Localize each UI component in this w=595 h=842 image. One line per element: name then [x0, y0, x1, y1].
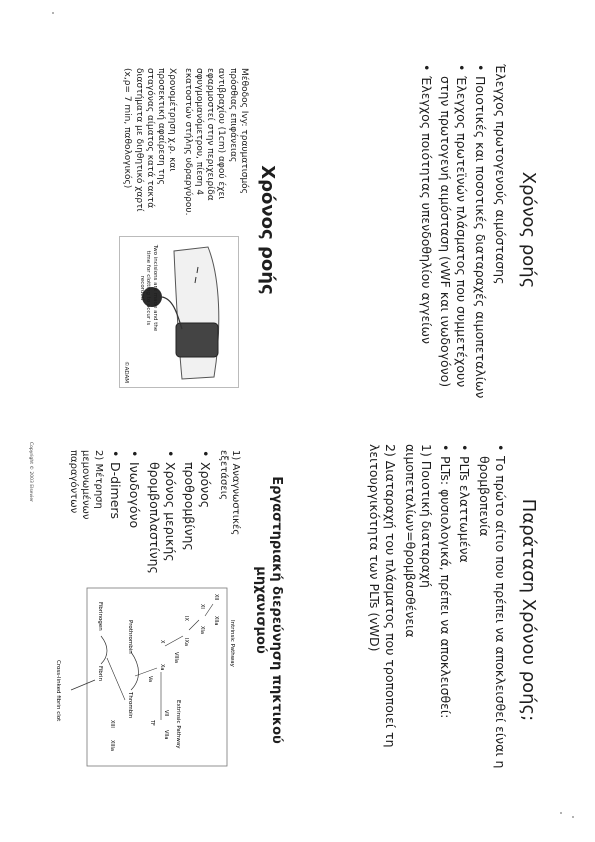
bullet-list — [437, 440, 508, 780]
bullet-item: • Ποιοτικές και ποσοτικές διαταραχές αιμοπεταλίων — [472, 76, 488, 400]
slide-title: Εργαστηριακή διερεύνηση πηκτικού μηχανισμού — [252, 476, 284, 744]
intrinsic-pathway-label: Intrinsic Pathway — [229, 620, 236, 667]
factor-label: TF — [149, 720, 156, 726]
bullet-item: • PLTs ελαττωμένα — [456, 456, 472, 780]
diagram-credit: Copyright © 2003 Elsevier — [28, 442, 34, 502]
bullet-item: • Χρόνος προθρομβίνης — [181, 462, 214, 576]
bullet-list — [417, 60, 488, 400]
bullet-item: • Το πρώτο αίτιο που πρέπει να αποκλεισθεί είναι η θρομβοπενία — [476, 456, 509, 780]
slide-bleeding-time-intro — [283, 60, 545, 400]
factor-label: XII — [213, 594, 220, 601]
thrombin-label: Thrombin — [127, 692, 134, 719]
numbered-item: 1) Αναγνωστικές εξετάσεις — [218, 450, 242, 536]
factor-label: VIIIa — [173, 652, 180, 663]
prothrombin-label: Prothrombin — [127, 620, 134, 654]
method-text — [117, 68, 249, 218]
factor-label: Va — [147, 676, 154, 683]
numbered-item: 2) Μέτρηση μεμονωμένων παραγόντων — [68, 450, 104, 520]
factor-label: VII — [163, 710, 170, 717]
factor-label: IX — [183, 616, 190, 621]
factor-label: Xa — [159, 664, 166, 671]
bullet-item: • Χρόνος μερικής θρομβοπλαστίνης — [146, 462, 179, 576]
factor-label: X — [159, 640, 166, 644]
numbered-item: 2) Διαταραχή του πλάσματος που τροποποιεί τη λειτουργικότητα των PLTs (vWD) — [367, 444, 399, 748]
factor-label: XIa — [199, 626, 206, 634]
factor-label: XIIa — [213, 616, 220, 626]
bullet-list — [107, 446, 214, 576]
fibrin-clot-label: Cross-linked fibrin clot — [55, 660, 62, 722]
slide-title: Χρόνος ροής — [257, 165, 278, 295]
fibrin-label: Fibrin — [97, 666, 104, 682]
factor-label: XI — [199, 604, 206, 609]
timing-paragraph: Χρονομέτρηση χ.ρ. και προσεκτική αφαίρεση της σταγόνας αίματος κατά τακτά διαστήματα με διηθητικό χαρτί (x,ρ= 7 min, παθολογικός) — [122, 68, 178, 212]
bullet-item: • D-dimers — [107, 462, 123, 576]
bullet-item: • Έλεγχος πρωτεϊνών πλάσματος που συμμετέχουν στην πρωτογενή αιμόσταση (vWF και ινωδογόνο) — [437, 76, 470, 400]
coagulation-cascade-diagram — [42, 580, 242, 775]
slide-prolonged-bleeding-time — [283, 440, 545, 780]
factor-label: IXa — [183, 638, 190, 646]
numbered-item: 1) Ποιοτική διαταραχή αιμοπεταλίων=θρομβασθένεια — [402, 444, 434, 638]
extrinsic-pathway-label: Extrinsic Pathway — [175, 700, 182, 749]
test-list — [64, 446, 242, 576]
fibrinogen-label: Fibrinogen — [97, 602, 104, 631]
factor-label: XIIIa — [109, 740, 116, 751]
bullet-item: • PLTs: φυσιολογικά, πρέπει να αποκλεισθεί: — [437, 456, 453, 780]
bullet-item: • Ινωδογόνο — [126, 462, 142, 576]
scan-speck — [52, 12, 54, 14]
method-paragraph: Μέθοδος Ivy: τραυματισμός πρόσθιας επιφάνειας αντιβραχίου (1cm) αφού έχει εφαρμοστεί στην περιχειρίδα σφυγμομανόμετρου, πίεση 4 εκατοστών στήλης υδραργύρου. — [182, 68, 249, 216]
factor-label: VIIa — [163, 730, 170, 740]
figure-credit: ©ADAM — [123, 361, 129, 383]
slide-lead: Έλεγχος πρωτογενούς αιμόστασης — [493, 64, 508, 285]
slide-title: Παράταση Χρόνου ροής; — [518, 498, 539, 722]
slide-ivy-method — [26, 60, 288, 400]
slide-coagulation-workup — [26, 440, 288, 780]
scan-speck — [572, 816, 574, 818]
scan-speck — [560, 812, 562, 814]
slide-title: Χρόνος ροής — [518, 171, 539, 289]
figure-caption: Two incisions are made and the time for clotting to occur is recorded — [138, 244, 158, 332]
bullet-item: • Έλεγχος ποιότητας υπενδοθηλίου αγγείων — [417, 76, 433, 400]
factor-label: XIII — [109, 720, 116, 728]
arm-cuff-illustration — [119, 236, 239, 388]
